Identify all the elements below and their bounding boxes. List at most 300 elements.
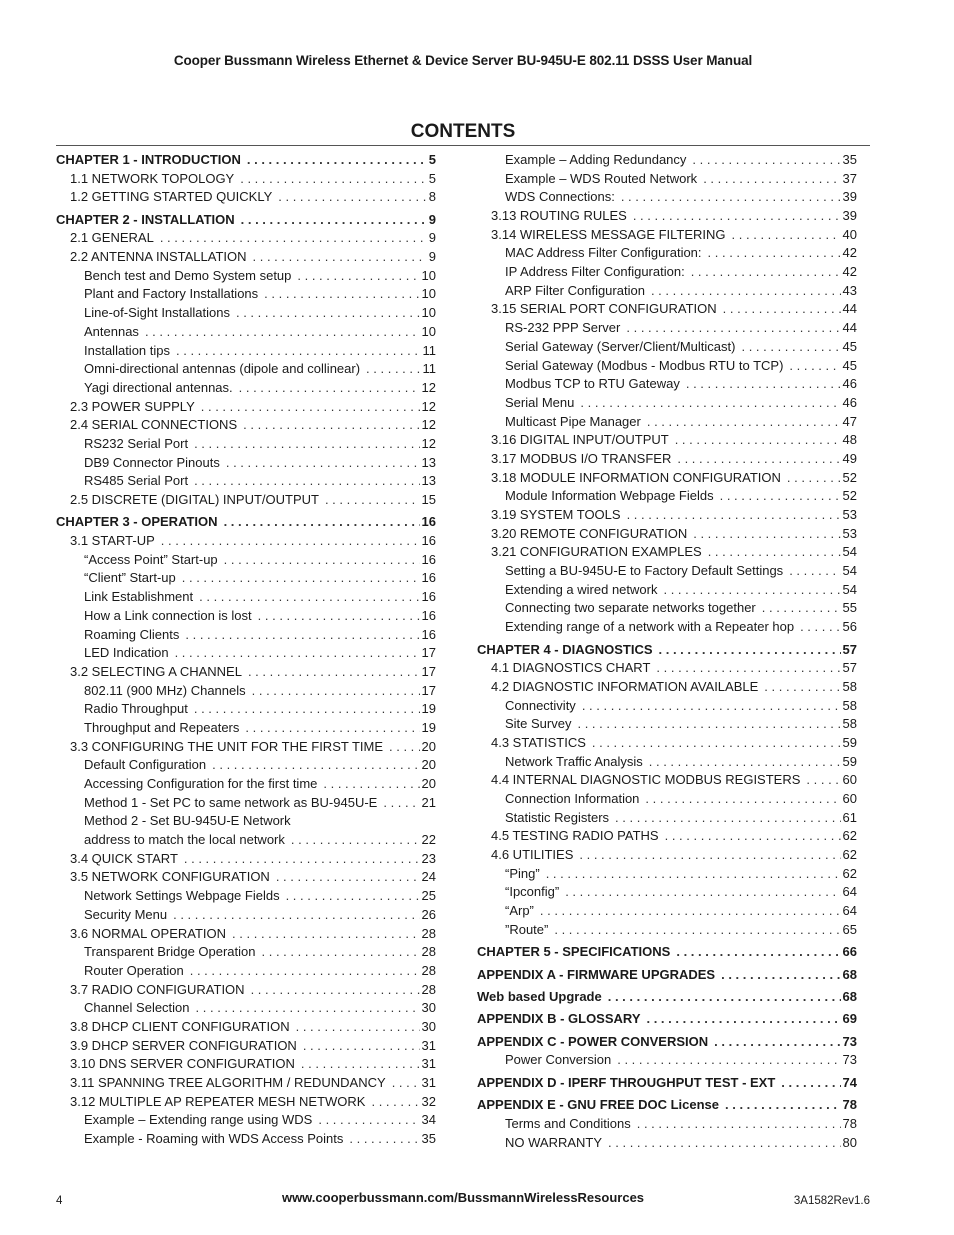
toc-entry-title: How a Link connection is lost bbox=[84, 607, 252, 623]
toc-leader-dots bbox=[540, 902, 841, 921]
toc-entry-title: Setting a BU-945U-E to Factory Default Settings bbox=[505, 563, 784, 579]
toc-entry-page: 39 bbox=[842, 208, 857, 224]
toc-entry-title: CHAPTER 4 - DIAGNOSTICS bbox=[477, 641, 653, 657]
toc-entry[interactable] bbox=[56, 831, 436, 850]
toc-leader-dots bbox=[185, 626, 419, 645]
toc-entry-page: 35 bbox=[421, 1131, 436, 1147]
toc-entry[interactable] bbox=[56, 360, 436, 379]
toc-leader-dots bbox=[325, 491, 420, 510]
toc-entry-title: Throughput and Repeaters bbox=[84, 719, 240, 735]
toc-leader-dots bbox=[145, 323, 420, 342]
toc-leader-dots bbox=[626, 319, 840, 338]
toc-entry[interactable] bbox=[477, 543, 857, 562]
toc-entry-page: 78 bbox=[842, 1097, 857, 1113]
toc-entry-page: 78 bbox=[842, 1115, 857, 1131]
toc-entry[interactable] bbox=[56, 416, 436, 435]
toc-entry[interactable] bbox=[56, 1037, 436, 1056]
toc-entry-title: MAC Address Filter Configuration: bbox=[505, 245, 702, 261]
toc-entry-title: Security Menu bbox=[84, 906, 168, 922]
toc-entry[interactable] bbox=[477, 790, 857, 809]
footer-revision: 3A1582Rev1.6 bbox=[793, 1195, 870, 1207]
toc-entry-page: 13 bbox=[421, 454, 436, 470]
toc-entry-page: 57 bbox=[842, 660, 857, 676]
toc-entry-page: 12 bbox=[421, 379, 436, 395]
toc-chapter-entry[interactable] bbox=[477, 943, 857, 962]
toc-entry-page: 69 bbox=[842, 1011, 857, 1027]
toc-entry-page: 10 bbox=[421, 305, 436, 321]
toc-leader-dots bbox=[789, 562, 840, 581]
toc-entry-title: 3.9 DHCP SERVER CONFIGURATION bbox=[70, 1037, 297, 1053]
toc-entry-title: Transparent Bridge Operation bbox=[84, 944, 256, 960]
toc-entry-page: 16 bbox=[421, 626, 436, 642]
toc-entry[interactable] bbox=[56, 925, 436, 944]
toc-entry[interactable] bbox=[56, 682, 436, 701]
toc-entry-page: 8 bbox=[428, 189, 436, 205]
toc-entry-page: 30 bbox=[421, 1018, 436, 1034]
toc-entry[interactable] bbox=[477, 413, 857, 432]
toc-entry[interactable] bbox=[56, 906, 436, 925]
toc-entry-title: CHAPTER 2 - INSTALLATION bbox=[56, 211, 235, 227]
toc-chapter-entry[interactable] bbox=[477, 1010, 857, 1029]
toc-entry[interactable] bbox=[56, 850, 436, 869]
toc-entry-title: 3.1 START-UP bbox=[70, 533, 155, 549]
toc-entry-title: 3.7 RADIO CONFIGURATION bbox=[70, 981, 245, 997]
toc-entry[interactable] bbox=[477, 282, 857, 301]
toc-entry-page: 64 bbox=[842, 903, 857, 919]
toc-entry-title: Accessing Configuration for the first time bbox=[84, 776, 318, 792]
toc-entry[interactable] bbox=[477, 226, 857, 245]
toc-leader-dots bbox=[239, 379, 420, 398]
toc-entry-title: “Ping” bbox=[505, 865, 540, 881]
toc-entry-page: 48 bbox=[842, 432, 857, 448]
toc-leader-dots bbox=[676, 943, 840, 962]
toc-leader-dots bbox=[190, 962, 420, 981]
toc-leader-dots bbox=[577, 715, 840, 734]
toc-entry-title: 3.13 ROUTING RULES bbox=[491, 208, 627, 224]
toc-entry[interactable] bbox=[56, 1130, 436, 1149]
toc-entry[interactable] bbox=[477, 1115, 857, 1134]
toc-entry[interactable] bbox=[477, 1051, 857, 1070]
toc-entry-page: 20 bbox=[421, 757, 436, 773]
toc-entry[interactable] bbox=[56, 170, 436, 189]
toc-entry-title: “Ipconfig” bbox=[505, 884, 560, 900]
toc-entry[interactable] bbox=[56, 379, 436, 398]
toc-entry[interactable] bbox=[477, 562, 857, 581]
toc-entry[interactable] bbox=[56, 999, 436, 1018]
toc-entry[interactable] bbox=[56, 812, 436, 831]
toc-entry-title: Multicast Pipe Manager bbox=[505, 413, 641, 429]
toc-entry[interactable] bbox=[477, 431, 857, 450]
toc-right-column bbox=[477, 151, 857, 1152]
toc-chapter-entry[interactable] bbox=[56, 151, 436, 170]
toc-entry[interactable] bbox=[56, 626, 436, 645]
toc-entry[interactable] bbox=[477, 394, 857, 413]
toc-leader-dots bbox=[318, 1111, 419, 1130]
toc-entry-page: 23 bbox=[421, 850, 436, 866]
toc-entry[interactable] bbox=[477, 809, 857, 828]
toc-entry[interactable] bbox=[477, 207, 857, 226]
toc-entry-page: 52 bbox=[842, 488, 857, 504]
toc-entry-title: Connecting two separate networks together bbox=[505, 600, 756, 616]
contents-title: CONTENTS bbox=[410, 121, 516, 142]
toc-entry[interactable] bbox=[56, 981, 436, 1000]
toc-entry[interactable] bbox=[477, 600, 857, 619]
toc-entry[interactable] bbox=[56, 1074, 436, 1093]
toc-entry[interactable] bbox=[477, 525, 857, 544]
toc-entry[interactable] bbox=[56, 229, 436, 248]
toc-entry[interactable] bbox=[56, 962, 436, 981]
toc-entry[interactable] bbox=[56, 398, 436, 417]
title-underline bbox=[56, 145, 870, 146]
toc-leader-dots bbox=[646, 1010, 840, 1029]
toc-entry[interactable] bbox=[477, 487, 857, 506]
toc-entry-title: “Client” Start-up bbox=[84, 570, 176, 586]
toc-leader-dots bbox=[764, 678, 840, 697]
toc-entry[interactable] bbox=[477, 1134, 857, 1153]
toc-entry-page: 68 bbox=[842, 988, 857, 1004]
toc-leader-dots bbox=[741, 338, 840, 357]
toc-entry[interactable] bbox=[477, 244, 857, 263]
toc-entry[interactable] bbox=[56, 323, 436, 342]
toc-leader-dots bbox=[236, 304, 420, 323]
toc-entry-page: 28 bbox=[421, 944, 436, 960]
toc-entry-page: 5 bbox=[428, 170, 436, 186]
toc-entry[interactable] bbox=[56, 943, 436, 962]
toc-entry-page: 11 bbox=[422, 342, 436, 358]
toc-entry-page: 35 bbox=[842, 151, 857, 167]
toc-leader-dots bbox=[656, 659, 840, 678]
toc-entry-title: APPENDIX B - GLOSSARY bbox=[477, 1011, 641, 1027]
toc-entry-title: Installation tips bbox=[84, 342, 170, 358]
toc-entry-page: 74 bbox=[842, 1074, 857, 1090]
toc-entry-page: 58 bbox=[842, 697, 857, 713]
toc-entry[interactable] bbox=[56, 1093, 436, 1112]
toc-entry[interactable] bbox=[56, 532, 436, 551]
toc-leader-dots bbox=[592, 734, 841, 753]
toc-entry[interactable] bbox=[477, 618, 857, 637]
toc-leader-dots bbox=[176, 342, 421, 361]
toc-entry-page: 19 bbox=[421, 719, 436, 735]
toc-entry[interactable] bbox=[56, 588, 436, 607]
toc-entry-page: 55 bbox=[842, 600, 857, 616]
toc-entry[interactable] bbox=[477, 846, 857, 865]
toc-leader-dots bbox=[659, 641, 841, 660]
toc-leader-dots bbox=[565, 884, 840, 903]
toc-entry-title: Omni-directional antennas (dipole and collinear) bbox=[84, 361, 361, 377]
toc-entry-page: 28 bbox=[421, 962, 436, 978]
toc-entry-title: Serial Menu bbox=[505, 394, 575, 410]
toc-leader-dots bbox=[637, 1115, 841, 1134]
toc-entry-title: IP Address Filter Configuration: bbox=[505, 264, 685, 280]
toc-entry[interactable] bbox=[477, 319, 857, 338]
toc-entry-page: 16 bbox=[421, 533, 436, 549]
toc-entry-title: APPENDIX D - IPERF THROUGHPUT TEST - EXT bbox=[477, 1074, 776, 1090]
toc-entry[interactable] bbox=[477, 697, 857, 716]
toc-entry-page: 49 bbox=[842, 450, 857, 466]
toc-entry[interactable] bbox=[56, 1111, 436, 1130]
toc-entry-title: Example – Extending range using WDS bbox=[84, 1112, 313, 1128]
toc-entry[interactable] bbox=[477, 581, 857, 600]
toc-leader-dots bbox=[323, 775, 419, 794]
toc-leader-dots bbox=[579, 846, 840, 865]
toc-entry[interactable] bbox=[56, 756, 436, 775]
toc-entry-page: 15 bbox=[421, 492, 436, 508]
toc-leader-dots bbox=[714, 1033, 840, 1052]
toc-chapter-entry[interactable] bbox=[56, 513, 436, 532]
toc-leader-dots bbox=[580, 394, 840, 413]
toc-leader-dots bbox=[781, 1074, 840, 1093]
toc-entry[interactable] bbox=[56, 286, 436, 305]
toc-entry[interactable] bbox=[477, 827, 857, 846]
toc-leader-dots bbox=[366, 360, 420, 379]
toc-entry[interactable] bbox=[56, 454, 436, 473]
toc-entry[interactable] bbox=[477, 771, 857, 790]
toc-leader-dots bbox=[245, 719, 419, 738]
toc-entry[interactable] bbox=[56, 342, 436, 361]
toc-entry[interactable] bbox=[56, 663, 436, 682]
toc-entry-title: NO WARRANTY bbox=[505, 1134, 603, 1150]
toc-entry-page: 25 bbox=[421, 888, 436, 904]
toc-entry-page: 10 bbox=[421, 267, 436, 283]
toc-leader-dots bbox=[703, 170, 840, 189]
toc-leader-dots bbox=[615, 809, 840, 828]
toc-entry-title: 3.2 SELECTING A CHANNEL bbox=[70, 663, 242, 679]
toc-entry[interactable] bbox=[56, 719, 436, 738]
toc-entry[interactable] bbox=[56, 607, 436, 626]
toc-leader-dots bbox=[663, 581, 840, 600]
toc-leader-dots bbox=[276, 869, 420, 888]
toc-entry-page: 16 bbox=[421, 551, 436, 567]
toc-leader-dots bbox=[582, 697, 841, 716]
toc-entry[interactable] bbox=[56, 248, 436, 267]
toc-leader-dots bbox=[665, 827, 841, 846]
toc-leader-dots bbox=[621, 188, 841, 207]
toc-entry[interactable] bbox=[56, 1018, 436, 1037]
toc-entry[interactable] bbox=[56, 700, 436, 719]
toc-entry-page: 20 bbox=[421, 738, 436, 754]
toc-entry-title: 3.16 DIGITAL INPUT/OUTPUT bbox=[491, 432, 669, 448]
toc-entry-page: 28 bbox=[421, 981, 436, 997]
toc-entry-page: 52 bbox=[842, 469, 857, 485]
toc-leader-dots bbox=[762, 600, 841, 619]
toc-entry[interactable] bbox=[56, 794, 436, 813]
toc-leader-dots bbox=[554, 921, 840, 940]
toc-leader-dots bbox=[196, 999, 420, 1018]
toc-entry-page: 62 bbox=[842, 828, 857, 844]
toc-entry[interactable] bbox=[477, 753, 857, 772]
toc-leader-dots bbox=[226, 454, 420, 473]
toc-entry-title: Extending range of a network with a Repeater hop bbox=[505, 619, 795, 635]
toc-entry-page: 13 bbox=[421, 473, 436, 489]
toc-chapter-entry[interactable] bbox=[477, 641, 857, 660]
toc-leader-dots bbox=[708, 244, 841, 263]
toc-leader-dots bbox=[546, 865, 841, 884]
toc-leader-dots bbox=[787, 469, 841, 488]
toc-entry-title: 3.18 MODULE INFORMATION CONFIGURATION bbox=[491, 469, 781, 485]
toc-chapter-entry[interactable] bbox=[477, 988, 857, 1007]
toc-leader-dots bbox=[301, 1055, 420, 1074]
toc-leader-dots bbox=[252, 682, 420, 701]
toc-leader-dots bbox=[691, 263, 841, 282]
toc-entry-title: 802.11 (900 MHz) Channels bbox=[84, 682, 246, 698]
toc-entry-page: 60 bbox=[842, 791, 857, 807]
toc-entry-title: Plant and Factory Installations bbox=[84, 286, 259, 302]
toc-entry-page: 12 bbox=[421, 435, 436, 451]
toc-entry[interactable] bbox=[477, 678, 857, 697]
toc-leader-dots bbox=[392, 1074, 420, 1093]
toc-entry-title: 2.2 ANTENNA INSTALLATION bbox=[70, 249, 247, 265]
toc-entry-title: DB9 Connector Pinouts bbox=[84, 454, 220, 470]
toc-leader-dots bbox=[297, 267, 419, 286]
toc-entry[interactable] bbox=[477, 263, 857, 282]
toc-entry-page: 26 bbox=[421, 906, 436, 922]
toc-entry[interactable] bbox=[477, 715, 857, 734]
toc-entry-title: Example – WDS Routed Network bbox=[505, 170, 698, 186]
toc-entry[interactable] bbox=[477, 506, 857, 525]
toc-chapter-entry[interactable] bbox=[477, 966, 857, 985]
toc-leader-dots bbox=[241, 211, 427, 230]
toc-leader-dots bbox=[686, 375, 841, 394]
toc-entry[interactable] bbox=[477, 301, 857, 320]
toc-entry[interactable] bbox=[56, 738, 436, 757]
toc-leader-dots bbox=[175, 644, 420, 663]
toc-entry[interactable] bbox=[56, 869, 436, 888]
toc-leader-dots bbox=[692, 151, 840, 170]
toc-entry-page: 30 bbox=[421, 1000, 436, 1016]
toc-entry-page: 24 bbox=[421, 869, 436, 885]
toc-entry-title: 2.4 SERIAL CONNECTIONS bbox=[70, 417, 238, 433]
toc-entry-page: 60 bbox=[842, 772, 857, 788]
toc-entry-title: RS485 Serial Port bbox=[84, 473, 189, 489]
toc-leader-dots bbox=[201, 398, 420, 417]
toc-entry-page: 17 bbox=[421, 682, 436, 698]
toc-leader-dots bbox=[212, 756, 419, 775]
toc-entry-title: 3.21 CONFIGURATION EXAMPLES bbox=[491, 544, 702, 560]
toc-entry-page: 45 bbox=[842, 338, 857, 354]
toc-entry-page: 20 bbox=[421, 776, 436, 792]
toc-entry-page: 53 bbox=[842, 507, 857, 523]
toc-entry[interactable] bbox=[56, 775, 436, 794]
toc-entry-title: Channel Selection bbox=[84, 1000, 190, 1016]
toc-entry-title: Modbus TCP to RTU Gateway bbox=[505, 376, 680, 392]
toc-entry[interactable] bbox=[477, 921, 857, 940]
toc-entry[interactable] bbox=[56, 551, 436, 570]
toc-chapter-entry[interactable] bbox=[477, 1096, 857, 1115]
toc-entry[interactable] bbox=[477, 469, 857, 488]
toc-entry[interactable] bbox=[56, 267, 436, 286]
toc-leader-dots bbox=[232, 925, 419, 944]
toc-leader-dots bbox=[389, 738, 420, 757]
toc-entry-page: 16 bbox=[421, 570, 436, 586]
toc-entry[interactable] bbox=[477, 338, 857, 357]
toc-entry-title: Link Establishment bbox=[84, 589, 194, 605]
toc-entry-title: Radio Throughput bbox=[84, 701, 188, 717]
toc-entry[interactable] bbox=[477, 734, 857, 753]
toc-entry[interactable] bbox=[56, 887, 436, 906]
toc-entry-page: 65 bbox=[842, 921, 857, 937]
toc-entry[interactable] bbox=[477, 357, 857, 376]
toc-entry[interactable] bbox=[56, 188, 436, 207]
toc-leader-dots bbox=[296, 1018, 420, 1037]
toc-chapter-entry[interactable] bbox=[477, 1033, 857, 1052]
toc-leader-dots bbox=[291, 831, 420, 850]
toc-entry-page: 68 bbox=[842, 966, 857, 982]
toc-entry[interactable] bbox=[477, 151, 857, 170]
toc-leader-dots bbox=[725, 1096, 841, 1115]
toc-left-column bbox=[56, 151, 436, 1149]
toc-entry-page: 34 bbox=[421, 1112, 436, 1128]
toc-entry[interactable] bbox=[56, 304, 436, 323]
toc-entry[interactable] bbox=[56, 644, 436, 663]
toc-entry-title: APPENDIX C - POWER CONVERSION bbox=[477, 1033, 709, 1049]
toc-entry-title: 2.3 POWER SUPPLY bbox=[70, 398, 195, 414]
toc-entry[interactable] bbox=[477, 170, 857, 189]
toc-leader-dots bbox=[248, 663, 420, 682]
toc-entry-page: 9 bbox=[428, 211, 436, 227]
toc-entry[interactable] bbox=[56, 1055, 436, 1074]
toc-entry[interactable] bbox=[477, 659, 857, 678]
toc-entry[interactable] bbox=[477, 450, 857, 469]
toc-entry-page: 16 bbox=[421, 514, 436, 530]
toc-entry-title: CHAPTER 5 - SPECIFICATIONS bbox=[477, 944, 671, 960]
toc-entry[interactable] bbox=[477, 884, 857, 903]
toc-leader-dots bbox=[194, 435, 419, 454]
toc-entry-title: Bench test and Demo System setup bbox=[84, 267, 292, 283]
toc-entry-title: 1.2 GETTING STARTED QUICKLY bbox=[70, 189, 273, 205]
toc-entry-page: 39 bbox=[842, 189, 857, 205]
toc-entry[interactable] bbox=[56, 435, 436, 454]
toc-entry[interactable] bbox=[477, 375, 857, 394]
toc-leader-dots bbox=[264, 286, 419, 305]
toc-chapter-entry[interactable] bbox=[56, 211, 436, 230]
toc-entry-title: 3.19 SYSTEM TOOLS bbox=[491, 507, 621, 523]
toc-entry-page: 28 bbox=[421, 925, 436, 941]
toc-leader-dots bbox=[199, 588, 419, 607]
footer-page-number: 4 bbox=[56, 1195, 63, 1207]
toc-leader-dots bbox=[608, 988, 841, 1007]
toc-entry-title: 3.5 NETWORK CONFIGURATION bbox=[70, 869, 270, 885]
toc-entry-title: 4.6 UTILITIES bbox=[491, 847, 574, 863]
toc-leader-dots bbox=[160, 229, 427, 248]
toc-entry-title: Method 2 - Set BU-945U-E Network bbox=[84, 813, 291, 829]
toc-entry-title: 1.1 NETWORK TOPOLOGY bbox=[70, 170, 235, 186]
toc-entry-title: Site Survey bbox=[505, 716, 572, 732]
toc-entry-title: 3.17 MODBUS I/O TRANSFER bbox=[491, 450, 672, 466]
toc-entry-title: Module Information Webpage Fields bbox=[505, 488, 714, 504]
toc-entry[interactable] bbox=[477, 865, 857, 884]
toc-chapter-entry[interactable] bbox=[477, 1074, 857, 1093]
footer-url[interactable]: www.cooperbussmann.com/BussmannWirelessResources bbox=[281, 1190, 645, 1205]
toc-leader-dots bbox=[723, 301, 841, 320]
toc-entry[interactable] bbox=[56, 472, 436, 491]
document-header: Cooper Bussmann Wireless Ethernet & Device Server BU-945U-E 802.11 DSSS User Manual bbox=[173, 53, 753, 68]
toc-leader-dots bbox=[383, 794, 419, 813]
toc-entry[interactable] bbox=[477, 188, 857, 207]
toc-entry-page: 16 bbox=[421, 607, 436, 623]
toc-leader-dots bbox=[677, 450, 840, 469]
toc-entry-page: 10 bbox=[421, 286, 436, 302]
toc-entry[interactable] bbox=[56, 570, 436, 589]
toc-entry-title: Network Traffic Analysis bbox=[505, 753, 643, 769]
toc-leader-dots bbox=[675, 431, 841, 450]
toc-entry-title: 3.3 CONFIGURING THE UNIT FOR THE FIRST TIME bbox=[70, 738, 383, 754]
toc-entry-title: ”Route” bbox=[505, 921, 549, 937]
toc-leader-dots bbox=[258, 607, 420, 626]
toc-entry[interactable] bbox=[56, 491, 436, 510]
toc-entry[interactable] bbox=[477, 902, 857, 921]
toc-entry-title: Line-of-Sight Installations bbox=[84, 305, 230, 321]
toc-leader-dots bbox=[251, 981, 420, 1000]
